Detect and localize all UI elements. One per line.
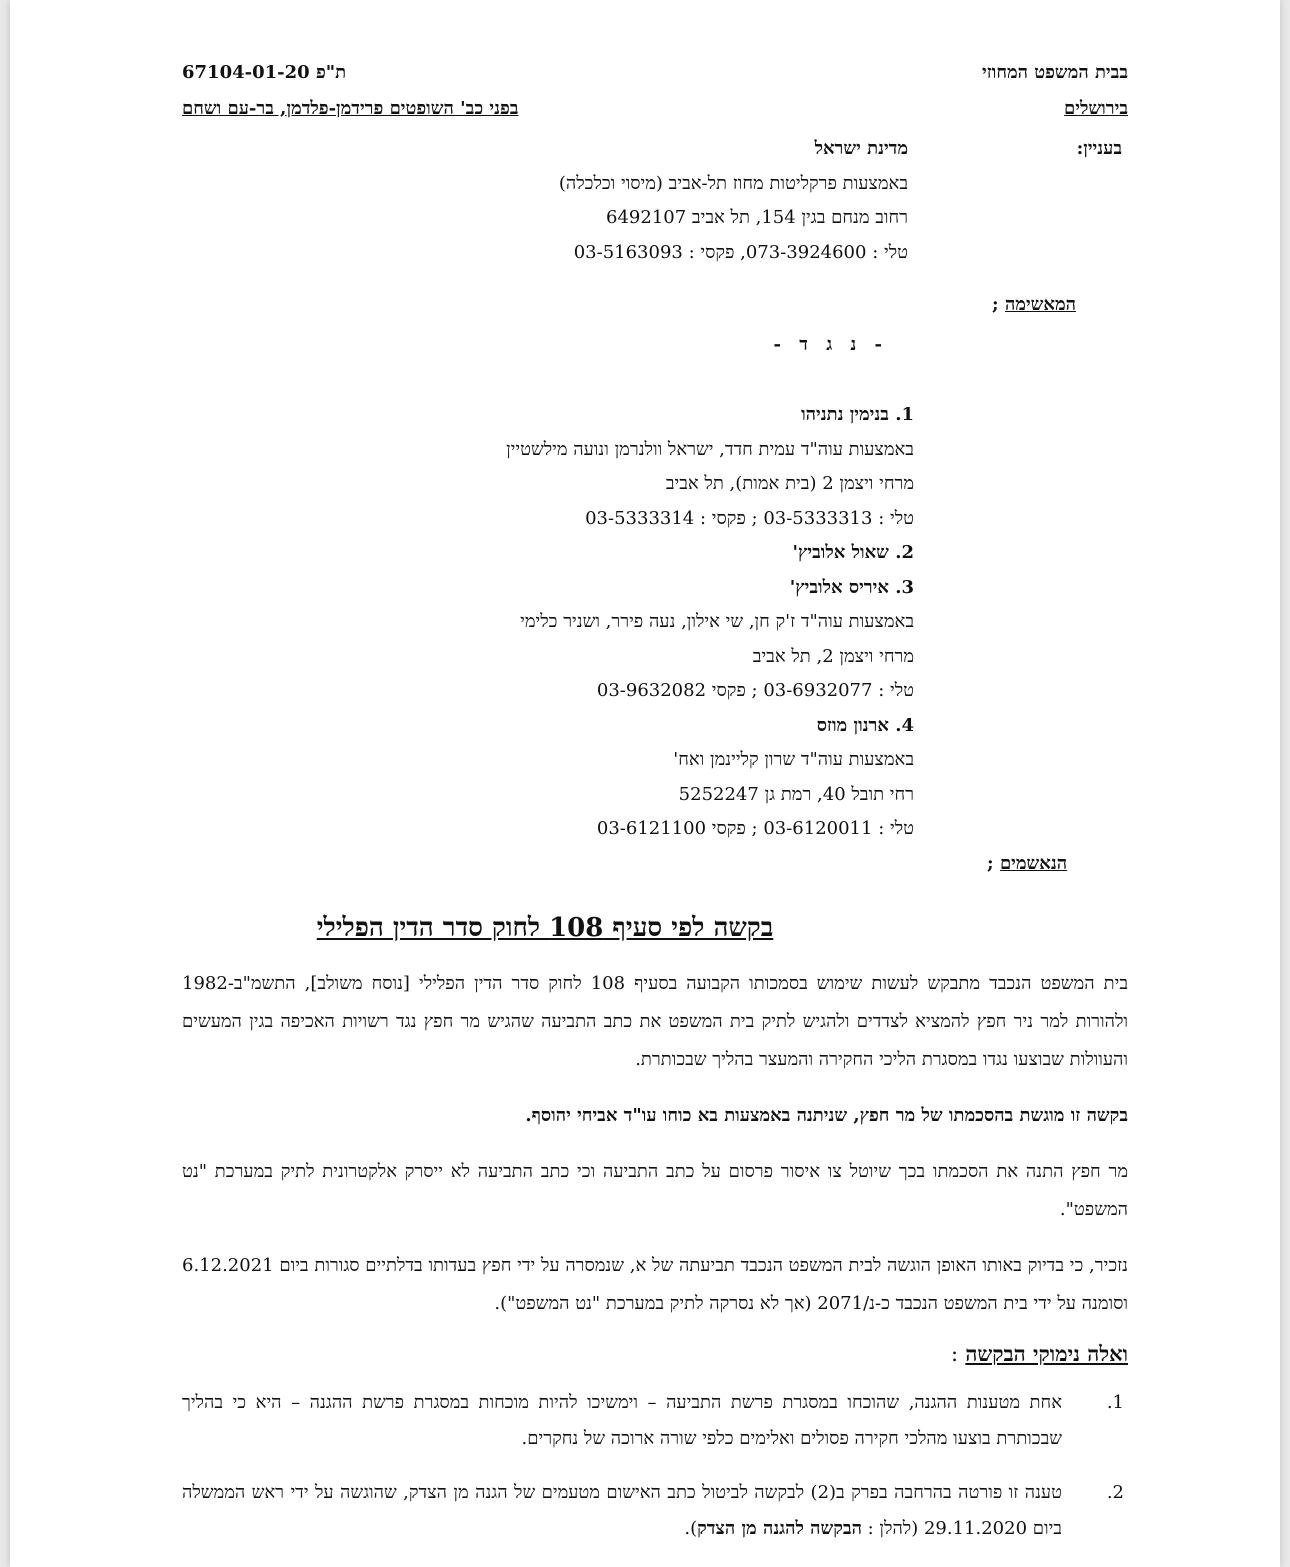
defendants-section xyxy=(182,402,914,851)
defendants-role-suffix: ; xyxy=(987,852,994,874)
reason-text-after: ). xyxy=(684,1517,698,1539)
paragraph-request: בית המשפט הנכבד מתבקש לעשות שימוש בסמכותו הקבועה בסעיף 108 לחוק סדר הדין הפלילי [נוסח משולב], התשמ"ב-1982 ולהורות למר ניר חפץ להמציא לצדדים ולהגיש לתיק בית המשפט את כתב התביעה שהגיש מר חפץ נגד רשויות האכיפה בגין המעשים והעוולות שבוצעו נגדו במסגרת הליכי החקירה והמעצר בהליך שבכותרת. xyxy=(182,972,1129,1070)
prosecution-role-suffix: ; xyxy=(992,294,999,315)
defendant-4-address: רחי תובל 40, רמת גן 5252247 xyxy=(678,783,914,805)
reason-number: 2. xyxy=(1106,1481,1124,1503)
reasons-heading-label: ואלה נימוקי הבקשה xyxy=(965,1340,1128,1366)
paragraph-condition: מר חפץ התנה את הסכמתו בכך שיוטל צו איסור פרסום על כתב התביעה וכי כתב התביעה לא ייסרק אלקטרונית לתיק במערכת "נט המשפט". xyxy=(182,1160,1128,1220)
defendant-1-via: באמצעות עוה"ד עמית חדד, ישראל וולנרמן ונועה מילשטיין xyxy=(506,438,914,460)
defendants-role-label: הנאשמים xyxy=(999,852,1068,874)
defendant-4-phone: טלי : 03-6120011 ; פקסי 03-6121100 xyxy=(596,818,914,839)
reasons-list xyxy=(182,1385,1128,1547)
reasons-heading-suffix: : xyxy=(950,1341,959,1366)
prosecution-section xyxy=(182,136,1128,274)
prosecution-details xyxy=(559,136,908,274)
reason-item xyxy=(182,1475,1128,1547)
reason-item xyxy=(182,1385,1128,1457)
court-name: בבית המשפט המחוזי xyxy=(981,62,1128,83)
defendants-role xyxy=(987,851,1128,891)
reason-text xyxy=(182,1475,1062,1547)
paragraph-precedent: נזכיר, כי בדיוק באותו האופן הוגשה לבית המשפט הנכבד תביעתה של א, שנמסרה על ידי חפץ בעדותו בדלתיים סגורות ביום 6.12.2021 וסומנה על ידי בית המשפט הנכבד כ-נ/2071 (אך לא נסרקה לתיק במערכת "נט המשפט"). xyxy=(182,1254,1128,1314)
document-title: בקשה לפי סעיף 108 לחוק סדר הדין הפלילי xyxy=(316,912,774,943)
defendant-1-name: 1. בנימין נתניהו xyxy=(801,404,914,425)
defendant-4-name: 4. ארנון מוזס xyxy=(816,714,914,736)
reason-number: 1. xyxy=(1106,1391,1124,1413)
prosecution-address: רחוב מנחם בגין 154, תל אביב 6492107 xyxy=(606,207,908,228)
prosecution-via: באמצעות פרקליטות מחוז תל-אביב (מיסוי וכלכלה) xyxy=(558,172,908,194)
defendant-1-phone: טלי : 03-5333313 ; פקסי : 03-5333314 xyxy=(585,507,914,529)
prosecution-role xyxy=(992,292,1128,332)
header-row-1 xyxy=(182,60,1128,96)
matter-label: בעניין: xyxy=(1076,138,1122,159)
reason-text-defined-term: הבקשה להגנה מן הצדק xyxy=(697,1517,862,1539)
reason-text: אחת מטענות ההגנה, שהוכחו במסגרת פרשת התביעה – וימשיכו להיות מוכחות במסגרת פרשת ההגנה – היא כי בהליך שבכותרת בוצעו מהלכי חקירה פסולים ואלימים כלפי שורה ארוכה של נחקרים. xyxy=(182,1391,1062,1449)
versus-line: - נ ג ד - xyxy=(773,334,888,355)
defendant-4-via: באמצעות עוה"ד שרון קליינמן ואח' xyxy=(673,749,914,770)
defendant-1-address: מרחי ויצמן 2 (בית אמות), תל אביב xyxy=(665,473,914,494)
document-body xyxy=(182,60,1128,1565)
prosecution-name: מדינת ישראל xyxy=(814,138,908,159)
defendants-2-3-phone: טלי : 03-6932077 ; פקסי 03-9632082 xyxy=(596,680,914,701)
defendants-2-3-via: באמצעות עוה"ד ז'ק חן, שי אילון, נעה פירר, ושניר כלימי xyxy=(520,611,914,632)
header-row-2 xyxy=(182,96,1128,132)
reason-text-before: טענה זו פורטה בהרחבה בפרק ב(2) לבקשה לביטול כתב האישום מטעמים של הגנה מן הצדק, שהוגשה על ידי ראש הממשלה ביום 29.11.2020 (להלן : xyxy=(182,1481,1062,1539)
prosecution-role-label: המאשימה xyxy=(1004,294,1077,315)
reasons-heading xyxy=(182,1341,1128,1367)
prosecution-phone: טלי : 073-3924600, פקסי : 03-5163093 xyxy=(573,241,908,263)
paragraph-consent: בקשה זו מוגשת בהסכמתו של מר חפץ, שניתנה באמצעות בא כוחו עו"ד אביחי יהוסף. xyxy=(525,1104,1128,1126)
document-page xyxy=(10,0,1280,1567)
judges-line: בפני כב' השופטים פרידמן-פלדמן, בר-עם ושחם xyxy=(182,98,519,119)
defendant-2-name: 2. שאול אלוביץ' xyxy=(792,542,914,563)
case-number: ת"פ 67104-01-20 xyxy=(182,62,347,83)
defendants-2-3-address: מרחי ויצמן 2, תל אביב xyxy=(752,645,914,667)
court-city: בירושלים xyxy=(1064,98,1128,119)
defendant-3-name: 3. איריס אלוביץ' xyxy=(789,576,914,598)
